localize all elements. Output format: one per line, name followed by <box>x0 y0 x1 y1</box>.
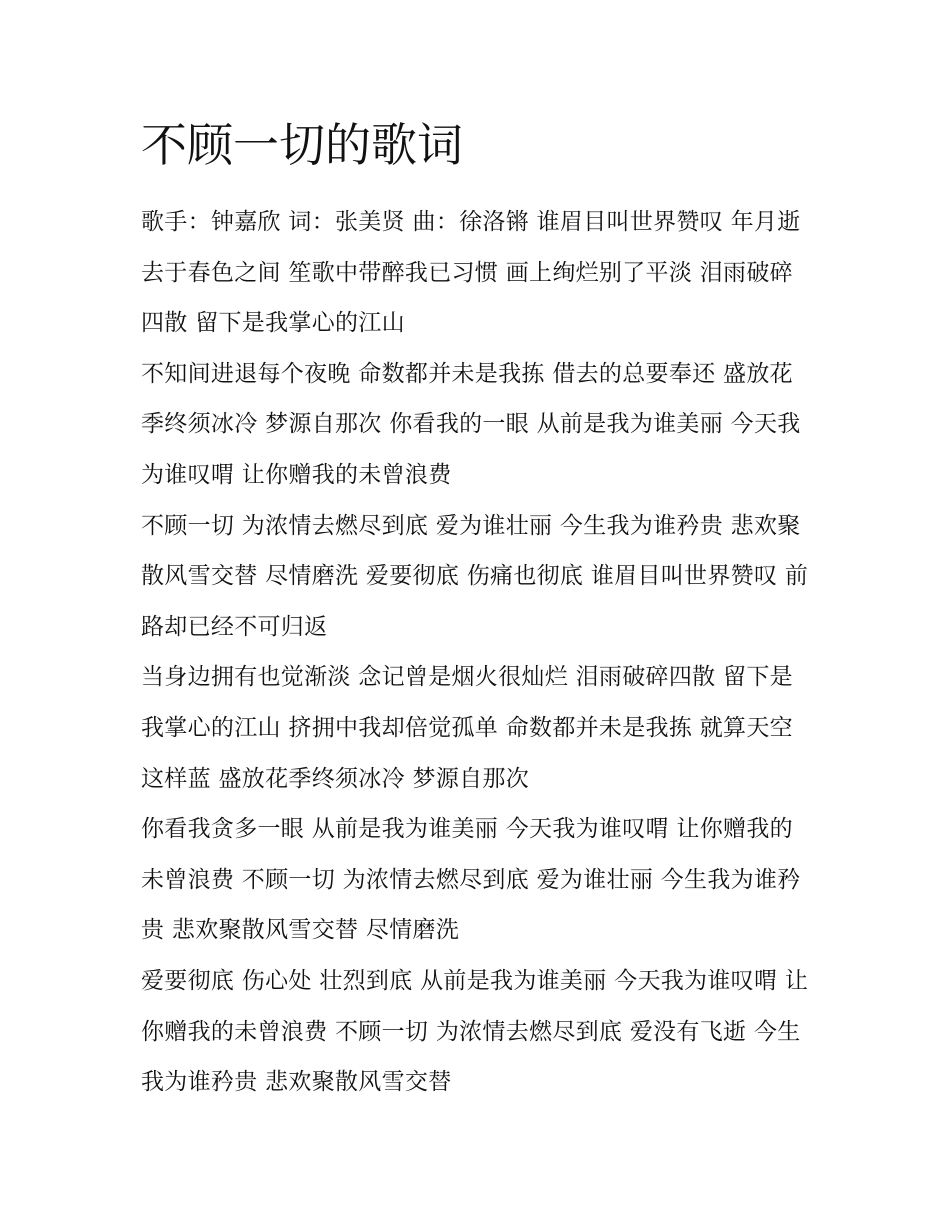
page-title: 不顾一切的歌词 <box>141 118 463 172</box>
lyrics-paragraph-4: 当身边拥有也觉渐淡 念记曾是烟火很灿烂 泪雨破碎四散 留下是我掌心的江山 挤拥中我却倍觉孤单 命数都并未是我拣 就算天空这样蓝 盛放花季终须冰冷 梦源自那次 <box>141 664 793 792</box>
lyrics-body <box>141 197 813 1108</box>
lyrics-paragraph-3: 不顾一切 为浓情去燃尽到底 爱为谁壮丽 今生我为谁矜贵 悲欢聚散风雪交替 尽情磨洗 爱要彻底 伤痛也彻底 谁眉目叫世界赞叹 前路却已经不可归返 <box>141 512 809 640</box>
lyrics-paragraph-1: 歌手：钟嘉欣 词：张美贤 曲：徐洛锵 谁眉目叫世界赞叹 年月逝去于春色之间 笙歌中带醉我已习惯 画上绚烂别了平淡 泪雨破碎四散 留下是我掌心的江山 <box>141 209 801 337</box>
lyrics-paragraph-2: 不知间进退每个夜晚 命数都并未是我拣 借去的总要奉还 盛放花季终须冰冷 梦源自那次 你看我的一眼 从前是我为谁美丽 今天我为谁叹喟 让你赠我的未曾浪费 <box>141 360 801 488</box>
lyrics-paragraph-6: 爱要彻底 伤心处 壮烈到底 从前是我为谁美丽 今天我为谁叹喟 让你赠我的未曾浪费 不顾一切 为浓情去燃尽到底 爱没有飞逝 今生我为谁矜贵 悲欢聚散风雪交替 <box>141 967 809 1096</box>
lyrics-paragraph-5: 你看我贪多一眼 从前是我为谁美丽 今天我为谁叹喟 让你赠我的未曾浪费 不顾一切 为浓情去燃尽到底 爱为谁壮丽 今生我为谁矜贵 悲欢聚散风雪交替 尽情磨洗 <box>141 816 801 944</box>
